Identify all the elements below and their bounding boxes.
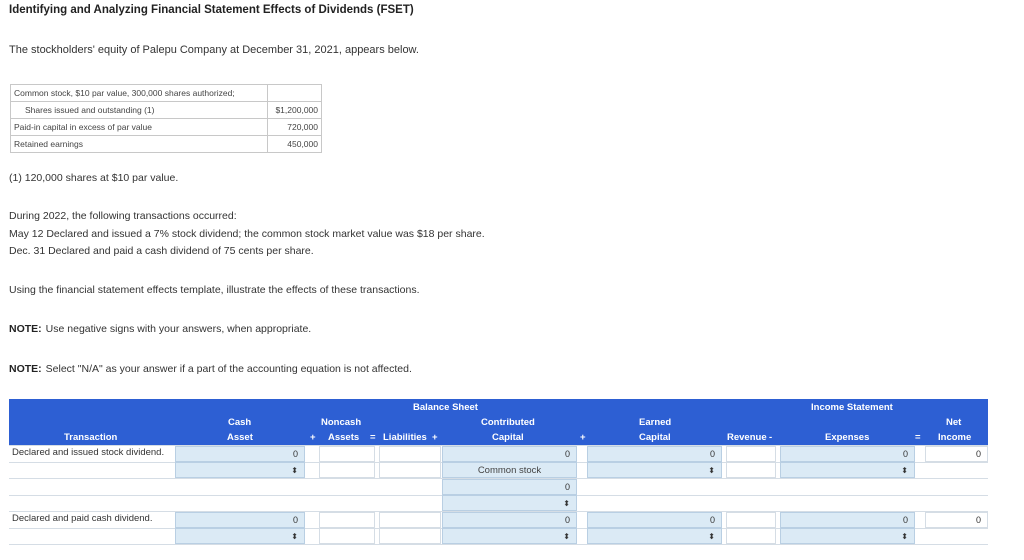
revenue-select[interactable] — [726, 462, 776, 478]
net-income-input[interactable]: 0 — [925, 512, 988, 528]
header-contributed: Contributed — [481, 417, 535, 428]
liabilities-select[interactable] — [379, 462, 441, 478]
transactions-intro: During 2022, the following transactions occurred: — [9, 210, 237, 222]
net-income-input[interactable]: 0 — [925, 446, 988, 462]
contributed-input[interactable]: 0 — [442, 512, 577, 528]
transaction-may12: May 12 Declared and issued a 7% stock dividend; the common stock market value was $18 per share. — [9, 228, 485, 240]
expenses-input[interactable]: 0 — [780, 446, 915, 462]
equity-amount — [268, 85, 322, 102]
header-noncash: Noncash — [321, 417, 362, 428]
cash-input[interactable]: 0 — [175, 512, 305, 528]
header-revenue: Revenue — [727, 432, 767, 443]
equity-table — [10, 84, 322, 153]
earned-select[interactable]: ⬍ — [587, 528, 722, 544]
op-plus-2: + — [432, 432, 438, 443]
equity-label: Common stock, $10 par value, 300,000 shares authorized; — [11, 85, 268, 102]
transaction-label: Declared and issued stock dividend. — [12, 447, 165, 458]
contributed-select[interactable]: ⬍ — [442, 528, 577, 544]
equity-label: Paid-in capital in excess of par value — [11, 119, 268, 136]
op-plus-1: + — [310, 432, 316, 443]
note-label: NOTE: — [9, 363, 42, 375]
revenue-select[interactable] — [726, 528, 776, 544]
cash-input[interactable]: 0 — [175, 446, 305, 462]
cash-select[interactable]: ⬍ — [175, 528, 305, 544]
op-equals-2: = — [915, 432, 921, 443]
earned-select[interactable]: ⬍ — [587, 462, 722, 478]
header-cash-asset: Asset — [227, 432, 253, 443]
footnote: (1) 120,000 shares at $10 par value. — [9, 172, 179, 184]
header-transaction: Transaction — [64, 432, 118, 443]
note-label: NOTE: — [9, 323, 42, 335]
liabilities-input[interactable] — [379, 446, 441, 462]
liabilities-input[interactable] — [379, 512, 441, 528]
intro-text: The stockholders' equity of Palepu Company at December 31, 2021, appears below. — [9, 44, 419, 56]
equity-row — [11, 119, 322, 136]
contributed-account-select[interactable]: Common stock — [442, 462, 577, 478]
expenses-select[interactable]: ⬍ — [780, 462, 915, 478]
header-earned: Earned — [639, 417, 672, 428]
note-text: Select "N/A" as your answer if a part of the accounting equation is not affected. — [45, 363, 412, 375]
equity-row — [11, 136, 322, 153]
contributed-input-2[interactable]: 0 — [442, 479, 577, 495]
revenue-input[interactable] — [726, 512, 776, 528]
header-liabilities: Liabilities — [383, 432, 427, 443]
noncash-input[interactable] — [319, 512, 375, 528]
header-cash: Cash — [228, 417, 252, 428]
header-net: Net — [946, 417, 962, 428]
equity-row — [11, 102, 322, 119]
page-title: Identifying and Analyzing Financial Statement Effects of Dividends (FSET) — [9, 4, 414, 16]
header-noncash-assets: Assets — [328, 432, 360, 443]
equity-label: Shares issued and outstanding (1) — [11, 102, 268, 119]
transaction-dec31: Dec. 31 Declared and paid a cash dividend of 75 cents per share. — [9, 245, 314, 257]
note-negative — [9, 323, 311, 335]
row-divider — [9, 544, 988, 545]
equity-amount: 450,000 — [268, 136, 322, 153]
noncash-input[interactable] — [319, 446, 375, 462]
revenue-input[interactable] — [726, 446, 776, 462]
contributed-select-2[interactable]: ⬍ — [442, 495, 577, 511]
earned-input[interactable]: 0 — [587, 446, 722, 462]
expenses-input[interactable]: 0 — [780, 512, 915, 528]
header-income-statement: Income Statement — [811, 402, 893, 413]
equity-amount: $1,200,000 — [268, 102, 322, 119]
header-earned-capital: Capital — [639, 432, 671, 443]
note-na — [9, 363, 412, 375]
expenses-select[interactable]: ⬍ — [780, 528, 915, 544]
note-text: Use negative signs with your answers, when appropriate. — [45, 323, 312, 335]
header-expenses: Expenses — [825, 432, 870, 443]
contributed-input[interactable]: 0 — [442, 446, 577, 462]
template-header — [9, 399, 988, 445]
op-equals: = — [370, 432, 376, 443]
instruction-text: Using the financial statement effects template, illustrate the effects of these transactions. — [9, 284, 420, 296]
transaction-label: Declared and paid cash dividend. — [12, 513, 153, 524]
noncash-select[interactable] — [319, 528, 375, 544]
op-plus-3: + — [580, 432, 586, 443]
header-net-income: Income — [938, 432, 972, 443]
liabilities-select[interactable] — [379, 528, 441, 544]
header-balance-sheet: Balance Sheet — [413, 402, 478, 413]
equity-amount: 720,000 — [268, 119, 322, 136]
earned-input[interactable]: 0 — [587, 512, 722, 528]
equity-label: Retained earnings — [11, 136, 268, 153]
header-contributed-capital: Capital — [492, 432, 524, 443]
cash-select[interactable]: ⬍ — [175, 462, 305, 478]
op-minus: - — [769, 432, 773, 443]
noncash-select[interactable] — [319, 462, 375, 478]
equity-row — [11, 85, 322, 102]
fset-template — [9, 399, 988, 545]
